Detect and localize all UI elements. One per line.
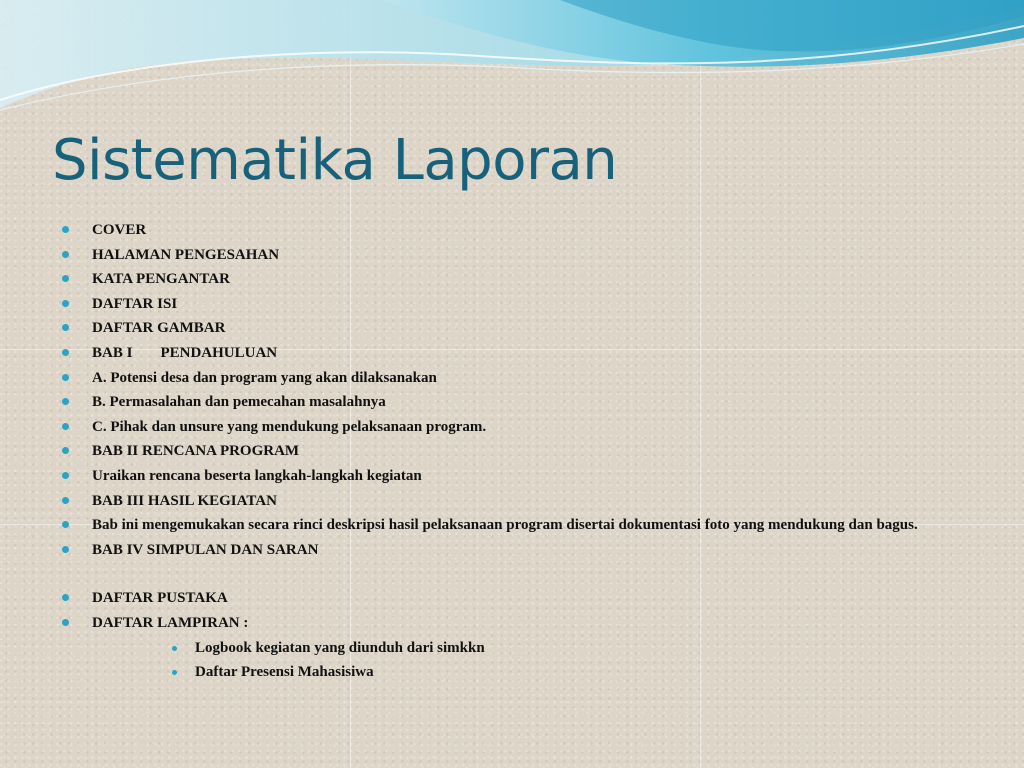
sub-list-item: Daftar Presensi Mahasisiwa [62, 662, 962, 682]
list-item: KATA PENGANTAR [62, 269, 962, 289]
list-item: DAFTAR LAMPIRAN : [62, 613, 962, 633]
list-item: BAB IV SIMPULAN DAN SARAN [62, 540, 962, 560]
list-item: Uraikan rencana beserta langkah-langkah kegiatan [62, 466, 962, 486]
list-item: BAB II RENCANA PROGRAM [62, 441, 962, 461]
list-spacer [62, 564, 962, 588]
sub-list-item: Logbook kegiatan yang diunduh dari simkkn [62, 638, 962, 658]
list-item: DAFTAR ISI [62, 294, 962, 314]
list-item: DAFTAR PUSTAKA [62, 588, 962, 608]
list-item: BAB III HASIL KEGIATAN [62, 491, 962, 511]
list-item: C. Pihak dan unsure yang mendukung pelaksanaan program. [62, 417, 962, 437]
wave-header-decoration [0, 0, 1024, 120]
list-item: DAFTAR GAMBAR [62, 318, 962, 338]
list-item: B. Permasalahan dan pemecahan masalahnya [62, 392, 962, 412]
list-item: COVER [62, 220, 962, 240]
list-item: BAB I PENDAHULUAN [62, 343, 962, 363]
list-item: HALAMAN PENGESAHAN [62, 245, 962, 265]
list-item: Bab ini mengemukakan secara rinci deskripsi hasil pelaksanaan program disertai dokumentasi foto yang mendukung dan bagus. [62, 515, 962, 535]
list-item: A. Potensi desa dan program yang akan dilaksanakan [62, 368, 962, 388]
report-outline-list [62, 220, 962, 687]
slide-title: Sistematika Laporan [52, 128, 618, 193]
